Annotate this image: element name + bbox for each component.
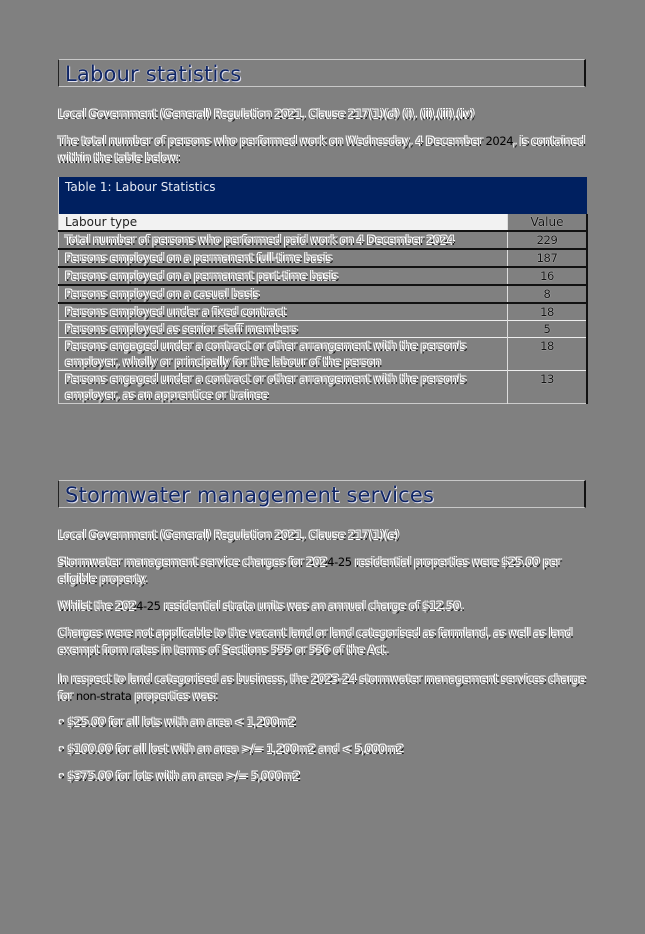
bullet-item: • $100.00 for all lost with an area >/= 1,200m2 and < 5,000m2	[58, 742, 404, 756]
row-type: Total number of persons who performed paid work on 4 December 2024	[59, 231, 508, 249]
labour-heading: Labour statistics	[65, 62, 242, 86]
stormwater-para-2: Whilst the 2024-25 residential strata units was an annual charge of $12.50.	[58, 599, 464, 613]
table-row	[59, 267, 588, 285]
row-value: 229	[508, 231, 588, 249]
bullet-item: • $25.00 for all lots with an area < 1,200m2	[58, 715, 296, 729]
table-caption: Table 1: Labour Statistics	[59, 177, 588, 214]
labour-heading-box	[58, 59, 586, 87]
table-row	[59, 285, 588, 303]
table-caption-row	[59, 177, 588, 214]
stormwater-para-3: Charges were not applicable to the vacant land or land categorised as farmland, as well as land exempt from rates in terms of Sections 555 or 556 of the Act.	[58, 626, 573, 657]
row-value: 13	[508, 371, 588, 404]
stormwater-para-1: Stormwater management service charges for 2024-25 residential properties were $25.00 per eligible property.	[58, 555, 561, 586]
stormwater-heading-box	[58, 480, 586, 508]
row-type: Persons employed under a fixed contract	[59, 303, 508, 321]
table-row	[59, 338, 588, 371]
row-type: Persons employed on a permanent part-time basis	[59, 267, 508, 285]
row-value: 5	[508, 321, 588, 338]
row-value: 18	[508, 303, 588, 321]
table-row	[59, 231, 588, 249]
intro-year: 2024	[485, 134, 514, 148]
row-type: Persons employed on a permanent full-time basis	[59, 249, 508, 267]
stormwater-para-4: In respect to land categorised as business, the 2023-24 stormwater management services charge for non-strata properties was:	[58, 672, 586, 703]
table-row	[59, 249, 588, 267]
stormwater-heading: Stormwater management services	[65, 483, 435, 507]
row-value: 16	[508, 267, 588, 285]
bullet-item: • $375.00 for lots with an area >/= 5,000m2	[58, 769, 300, 783]
row-type: Persons engaged under a contract or other arrangement with the person's employer, wholly or principally for the labour of the person	[59, 338, 508, 371]
row-type: Persons employed on a casual basis	[59, 285, 508, 303]
labour-statistics-table	[58, 177, 588, 404]
row-value: 187	[508, 249, 588, 267]
row-value: 8	[508, 285, 588, 303]
labour-intro	[58, 133, 588, 167]
stormwater-reference: Local Government (General) Regulation 2021, Clause 217(1)(e)	[58, 528, 399, 542]
row-value: 18	[508, 338, 588, 371]
table-row	[59, 371, 588, 404]
intro-text: The total number of persons who performed work on Wednesday, 4 December	[58, 134, 486, 148]
table-header-row	[59, 214, 588, 231]
row-type: Persons employed as senior staff members	[59, 321, 508, 338]
table-row	[59, 321, 588, 338]
row-type: Persons engaged under a contract or other arrangement with the person's employer, as an apprentice or trainee	[59, 371, 508, 404]
intro-text-end: , is contained within the table below:	[58, 134, 585, 165]
header-labour-type: Labour type	[59, 214, 508, 231]
table-row	[59, 303, 588, 321]
labour-reference: Local Government (General) Regulation 2021, Clause 217(1)(d) (i), (ii),(iii),(iv)	[58, 107, 475, 121]
header-value: Value	[508, 214, 588, 231]
